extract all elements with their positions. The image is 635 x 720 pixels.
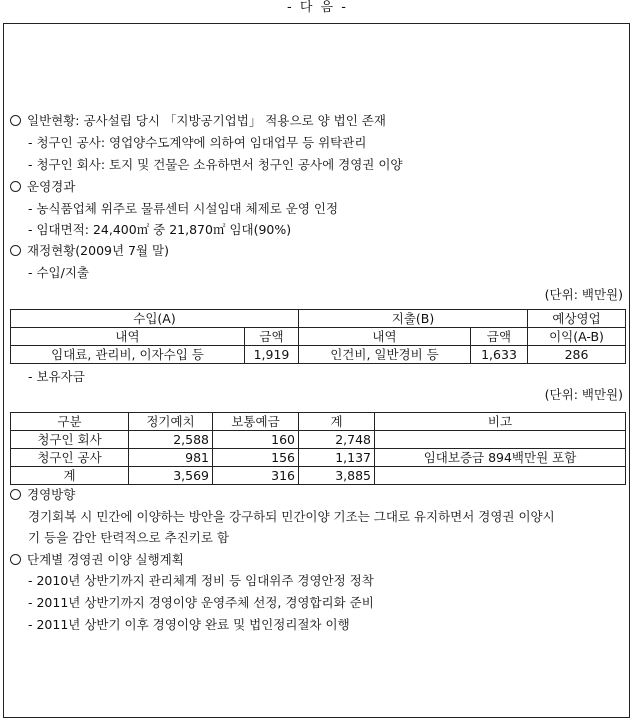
- expense-amount-header: 금액: [471, 328, 528, 346]
- income-detail-header: 내역: [11, 328, 245, 346]
- circle-bullet-icon: [10, 554, 21, 565]
- table-cell: 청구인 공사: [11, 449, 129, 467]
- table-cell: [375, 431, 626, 449]
- expense-amount: 1,633: [471, 346, 528, 364]
- general-section-title: [10, 112, 386, 130]
- general-item: - 청구인 회사: 토지 및 건물은 소유하면서 청구인 공사에 경영권 이양: [28, 157, 403, 172]
- table-cell: 청구인 회사: [11, 431, 129, 449]
- table-cell: 160: [213, 431, 299, 449]
- profit-header-2: 이익(A-B): [528, 328, 626, 346]
- table-header: 정기예치: [129, 413, 213, 431]
- table-cell: 계: [11, 467, 129, 485]
- table-row: [11, 431, 626, 449]
- general-item: - 청구인 공사: 영업양수도계약에 의하여 임대업무 등 위탁관리: [28, 135, 367, 150]
- table-header: 계: [299, 413, 375, 431]
- reserve-funds-table: [10, 412, 626, 485]
- direction-section-title: [10, 486, 75, 504]
- table-header: 비고: [375, 413, 626, 431]
- income-expense-table: [10, 309, 626, 364]
- document-heading: - 다 음 -: [287, 0, 348, 15]
- plan-item: - 2010년 상반기까지 관리체계 정비 등 임대위주 경영안정 정착: [28, 573, 374, 588]
- income-expense-label: - 수입/지출: [28, 265, 89, 280]
- content-box: [3, 23, 630, 718]
- profit-header: 예상영업: [528, 310, 626, 328]
- income-header: 수입(A): [11, 310, 299, 328]
- general-title: 일반현황: 공사설립 당시 「지방공기업법」 적용으로 양 법인 존재: [27, 113, 386, 128]
- operation-item: - 농식품업체 위주로 물류센터 시설임대 체제로 운영 인정: [28, 201, 339, 216]
- plan-item: - 2011년 상반기 이후 경영이양 완료 및 법인정리절차 이행: [28, 617, 350, 632]
- direction-text: 경기회복 시 민간에 이양하는 방안을 강구하되 민간이양 기조는 그대로 유지하면서 경영권 이양시: [28, 509, 555, 524]
- plan-title: 단계별 경영권 이양 실행계획: [27, 552, 184, 567]
- plan-item: - 2011년 상반기까지 경영이양 운영주체 선정, 경영합리화 준비: [28, 595, 374, 610]
- reserve-label: - 보유자금: [28, 369, 85, 384]
- profit-value: 286: [528, 346, 626, 364]
- table-header: 구분: [11, 413, 129, 431]
- operation-item: - 임대면적: 24,400㎡ 중 21,870㎡ 임대(90%): [28, 222, 292, 237]
- table-cell: 3,885: [299, 467, 375, 485]
- income-detail: 임대료, 관리비, 이자수입 등: [11, 346, 245, 364]
- circle-bullet-icon: [10, 489, 21, 500]
- table-cell: 3,569: [129, 467, 213, 485]
- table-cell: 156: [213, 449, 299, 467]
- circle-bullet-icon: [10, 115, 21, 126]
- expense-detail-header: 내역: [299, 328, 471, 346]
- unit-label: (단위: 백만원): [544, 387, 623, 402]
- table-cell: 임대보증금 894백만원 포함: [375, 449, 626, 467]
- direction-text: 기 등을 감안 탄력적으로 추진키로 함: [28, 530, 229, 545]
- circle-bullet-icon: [10, 245, 21, 256]
- table-cell: 2,588: [129, 431, 213, 449]
- income-amount: 1,919: [245, 346, 299, 364]
- finance-section-title: [10, 242, 169, 260]
- table-cell: 981: [129, 449, 213, 467]
- table-header: 보통예금: [213, 413, 299, 431]
- income-amount-header: 금액: [245, 328, 299, 346]
- table-row: [11, 449, 626, 467]
- table-cell: 1,137: [299, 449, 375, 467]
- operation-title: 운영경과: [27, 179, 76, 194]
- operation-section-title: [10, 178, 75, 196]
- unit-label: (단위: 백만원): [544, 287, 623, 302]
- plan-section-title: [10, 551, 184, 569]
- table-cell: 2,748: [299, 431, 375, 449]
- table-cell: 316: [213, 467, 299, 485]
- table-cell: [375, 467, 626, 485]
- direction-title: 경영방향: [27, 487, 76, 502]
- expense-detail: 인건비, 일반경비 등: [299, 346, 471, 364]
- finance-title: 재정현황(2009년 7월 말): [27, 243, 169, 258]
- expense-header: 지출(B): [299, 310, 528, 328]
- table-row: [11, 467, 626, 485]
- circle-bullet-icon: [10, 181, 21, 192]
